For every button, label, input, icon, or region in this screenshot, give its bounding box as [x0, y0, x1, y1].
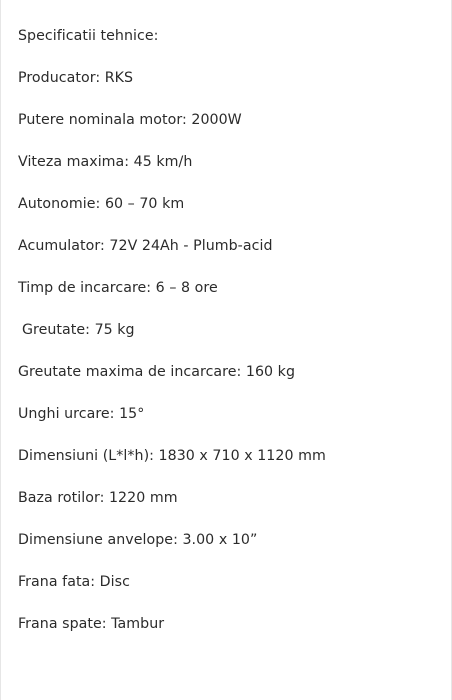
spec-battery: Acumulator: 72V 24Ah - Plumb-acid [18, 238, 273, 254]
spec-manufacturer: Producator: RKS [18, 70, 134, 86]
spec-front-brake: Frana fata: Disc [18, 574, 130, 590]
spec-range: Autonomie: 60 – 70 km [18, 196, 185, 212]
spec-charging-time: Timp de incarcare: 6 – 8 ore [18, 280, 218, 296]
spec-max-speed: Viteza maxima: 45 km/h [18, 154, 193, 170]
spec-dimensions: Dimensiuni (L*l*h): 1830 x 710 x 1120 mm [18, 448, 326, 464]
spec-tire-size: Dimensiune anvelope: 3.00 x 10” [18, 532, 258, 548]
technical-specifications-list [18, 24, 326, 654]
spec-rear-brake: Frana spate: Tambur [18, 616, 165, 632]
specifications-heading: Specificatii tehnice: [18, 28, 159, 44]
spec-motor-power: Putere nominala motor: 2000W [18, 112, 242, 128]
spec-wheelbase: Baza rotilor: 1220 mm [18, 490, 178, 506]
spec-max-load: Greutate maxima de incarcare: 160 kg [18, 364, 296, 380]
spec-climb-angle: Unghi urcare: 15° [18, 406, 145, 422]
spec-weight: Greutate: 75 kg [22, 322, 135, 338]
